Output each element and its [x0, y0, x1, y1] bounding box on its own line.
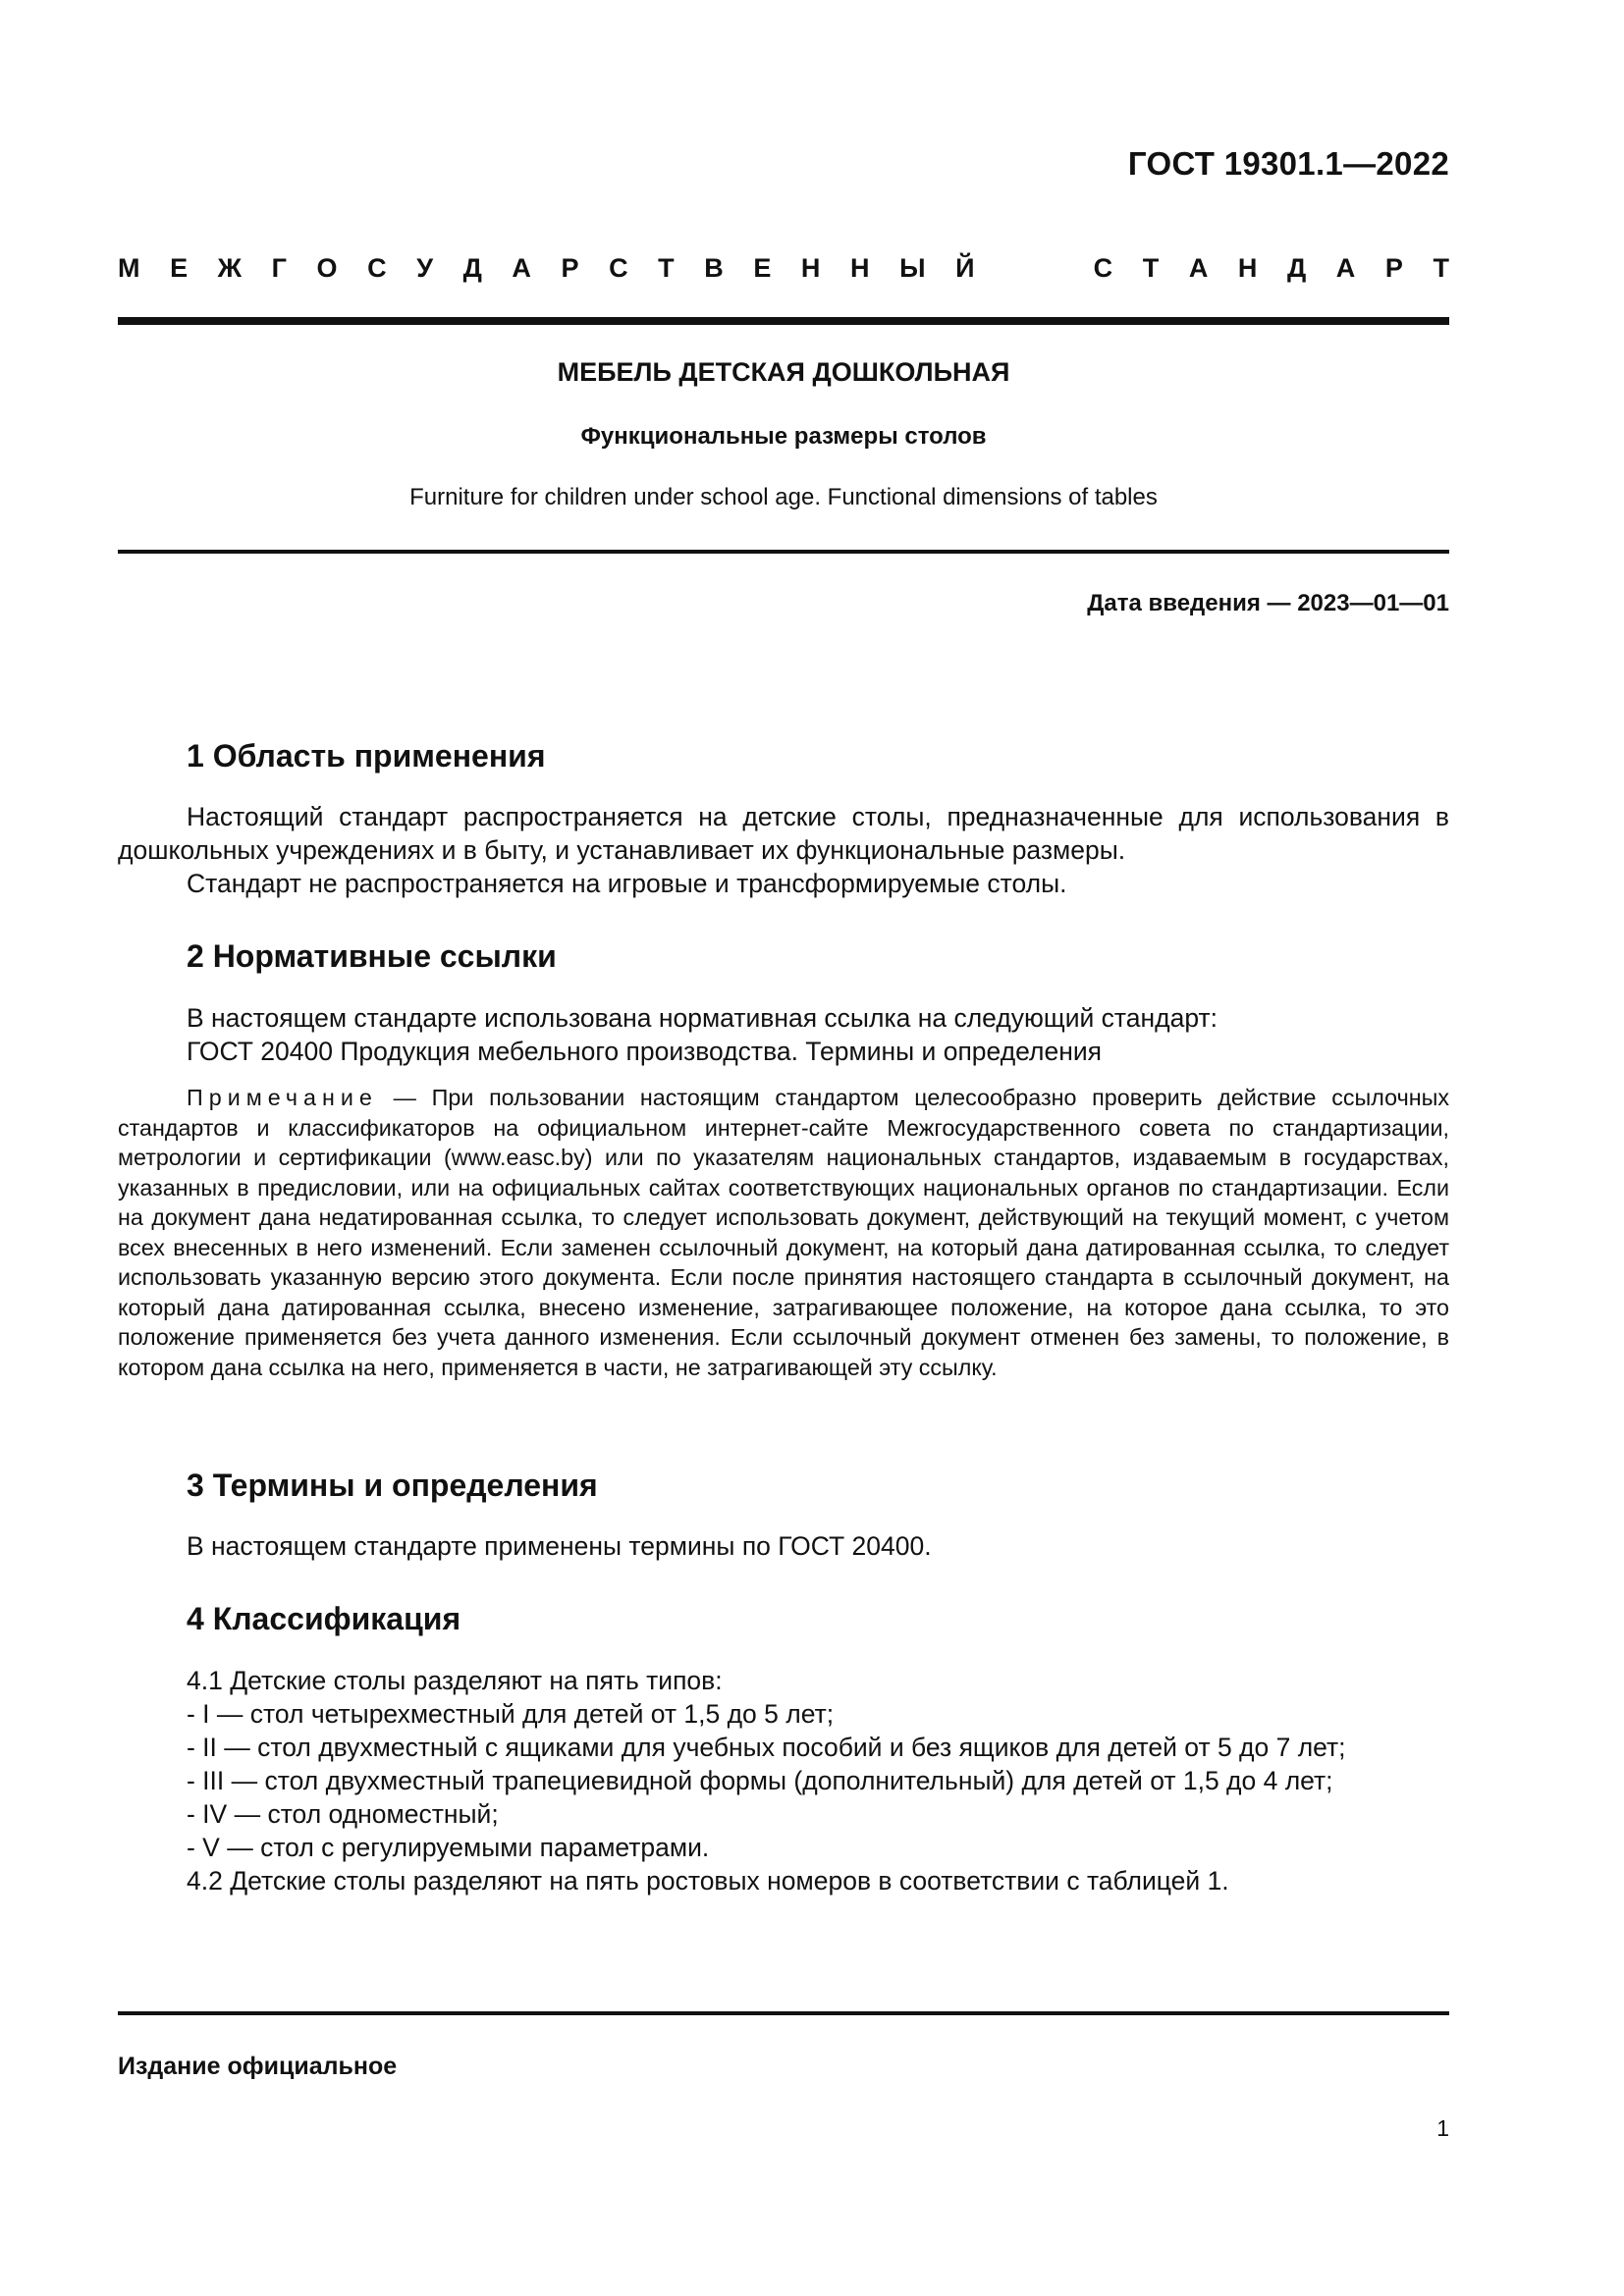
header-letter: Ж	[217, 253, 243, 283]
list-item: - III — стол двухместный трапециевидной формы (дополнительный) для детей от 1,5 до 4 лет;	[187, 1766, 1333, 1795]
header-rule	[118, 317, 1449, 325]
header-letter: О	[316, 253, 338, 283]
header-letter: Д	[1286, 253, 1307, 283]
footer-rule	[118, 2011, 1449, 2015]
page-number: 1	[1436, 2115, 1449, 2141]
english-title: Furniture for children under school age. Functional dimensions of tables	[409, 484, 1158, 510]
header-letter: Ы	[899, 253, 926, 283]
header-letter: А	[512, 253, 531, 283]
section-2-reference: ГОСТ 20400 Продукция мебельного производства. Термины и определения	[187, 1037, 1103, 1066]
header-letter: Н	[850, 253, 870, 283]
title-rule	[118, 550, 1449, 554]
list-item: - V — стол с регулируемыми параметрами.	[187, 1833, 710, 1862]
header-letter: С	[1093, 253, 1113, 283]
header-letter: Д	[462, 253, 482, 283]
header-letter: А	[1335, 253, 1356, 283]
section-4-clause-1: 4.1 Детские столы разделяют на пять типов:	[187, 1666, 723, 1695]
note-label: Примечание	[187, 1085, 378, 1110]
header-letter: Т	[1142, 253, 1160, 283]
section-2-heading: 2 Нормативные ссылки	[187, 938, 557, 974]
header-letter: Е	[170, 253, 189, 283]
header-letter: Р	[561, 253, 579, 283]
section-3-heading: 3 Термины и определения	[187, 1468, 598, 1503]
official-edition-label: Издание официальное	[118, 2053, 398, 2080]
document-subtitle: Функциональные размеры столов	[580, 423, 987, 450]
header-letter: Р	[1384, 253, 1403, 283]
header-letter: Г	[271, 253, 287, 283]
header-letter: Й	[955, 253, 975, 283]
header-letter: Т	[658, 253, 675, 283]
section-2-note	[118, 1083, 1449, 1382]
section-4-clause-2: 4.2 Детские столы разделяют на пять ростовых номеров в соответствии с таблицей 1.	[187, 1866, 1229, 1896]
list-item: - IV — стол одноместный;	[187, 1799, 499, 1829]
header-letter: А	[1188, 253, 1209, 283]
section-2-paragraph-1: В настоящем стандарте использована нормативная ссылка на следующий стандарт:	[187, 1003, 1218, 1033]
note-text: — При пользовании настоящим стандартом целесообразно проверить действие ссылочных стандартов и классификаторов на официальном интернет-сайте Межгосударственного совета по стандартизации, метрологии и сертификации (www.easc.by) или по указателям национальных стандартов, издаваемым в государствах, указанных в предисловии, или на официальных сайтах соответствующих национальных органов по стандартизации. Если на документ дана недатированная ссылка, то следует использовать документ, действующий на текущий момент, с учетом всех внесенных в него изменений. Если заменен ссылочный документ, на который дана датированная ссылка, то следует использовать указанную версию этого документа. Если после принятия настоящего стандарта в ссылочный документ, на который дана датированная ссылка, внесено изменение, затрагивающее положение, на которое дана ссылка, то это положение применяется без учета данного изменения. Если ссылочный документ отменен без замены, то положение, в котором дана ссылка на него, применяется в части, не затрагивающей эту ссылку.	[118, 1085, 1449, 1380]
header-letter: Е	[753, 253, 772, 283]
header-letter: В	[704, 253, 724, 283]
header-word-gap	[1004, 253, 1063, 284]
header-letter: У	[416, 253, 434, 283]
section-1-heading: 1 Область применения	[187, 738, 546, 774]
section-4-heading: 4 Классификация	[187, 1601, 461, 1636]
document-title: МЕБЕЛЬ ДЕТСКАЯ ДОШКОЛЬНАЯ	[557, 357, 1010, 387]
standard-type-header	[118, 253, 1449, 284]
header-letter: Т	[1433, 253, 1449, 283]
section-1-paragraph-1: Настоящий стандарт распространяется на детские столы, предназначенные для использования в дошкольных учреждениях и в быту, и устанавливает их функциональные размеры.	[118, 802, 1449, 865]
introduction-date: Дата введения — 2023—01—01	[1087, 590, 1449, 616]
section-1-paragraph-2: Стандарт не распространяется на игровые и трансформируемые столы.	[187, 869, 1067, 898]
header-letter: С	[609, 253, 628, 283]
header-letter: Н	[800, 253, 821, 283]
header-letter: С	[367, 253, 387, 283]
header-letter: Н	[1237, 253, 1258, 283]
standard-number: ГОСТ 19301.1—2022	[1127, 145, 1449, 182]
header-letter: М	[118, 253, 140, 283]
list-item: - I — стол четырехместный для детей от 1,5 до 5 лет;	[187, 1699, 835, 1729]
list-item: - II — стол двухместный с ящиками для учебных пособий и без ящиков для детей от 5 до 7 лет;	[187, 1733, 1346, 1762]
section-3-paragraph-1: В настоящем стандарте применены термины по ГОСТ 20400.	[187, 1531, 932, 1561]
